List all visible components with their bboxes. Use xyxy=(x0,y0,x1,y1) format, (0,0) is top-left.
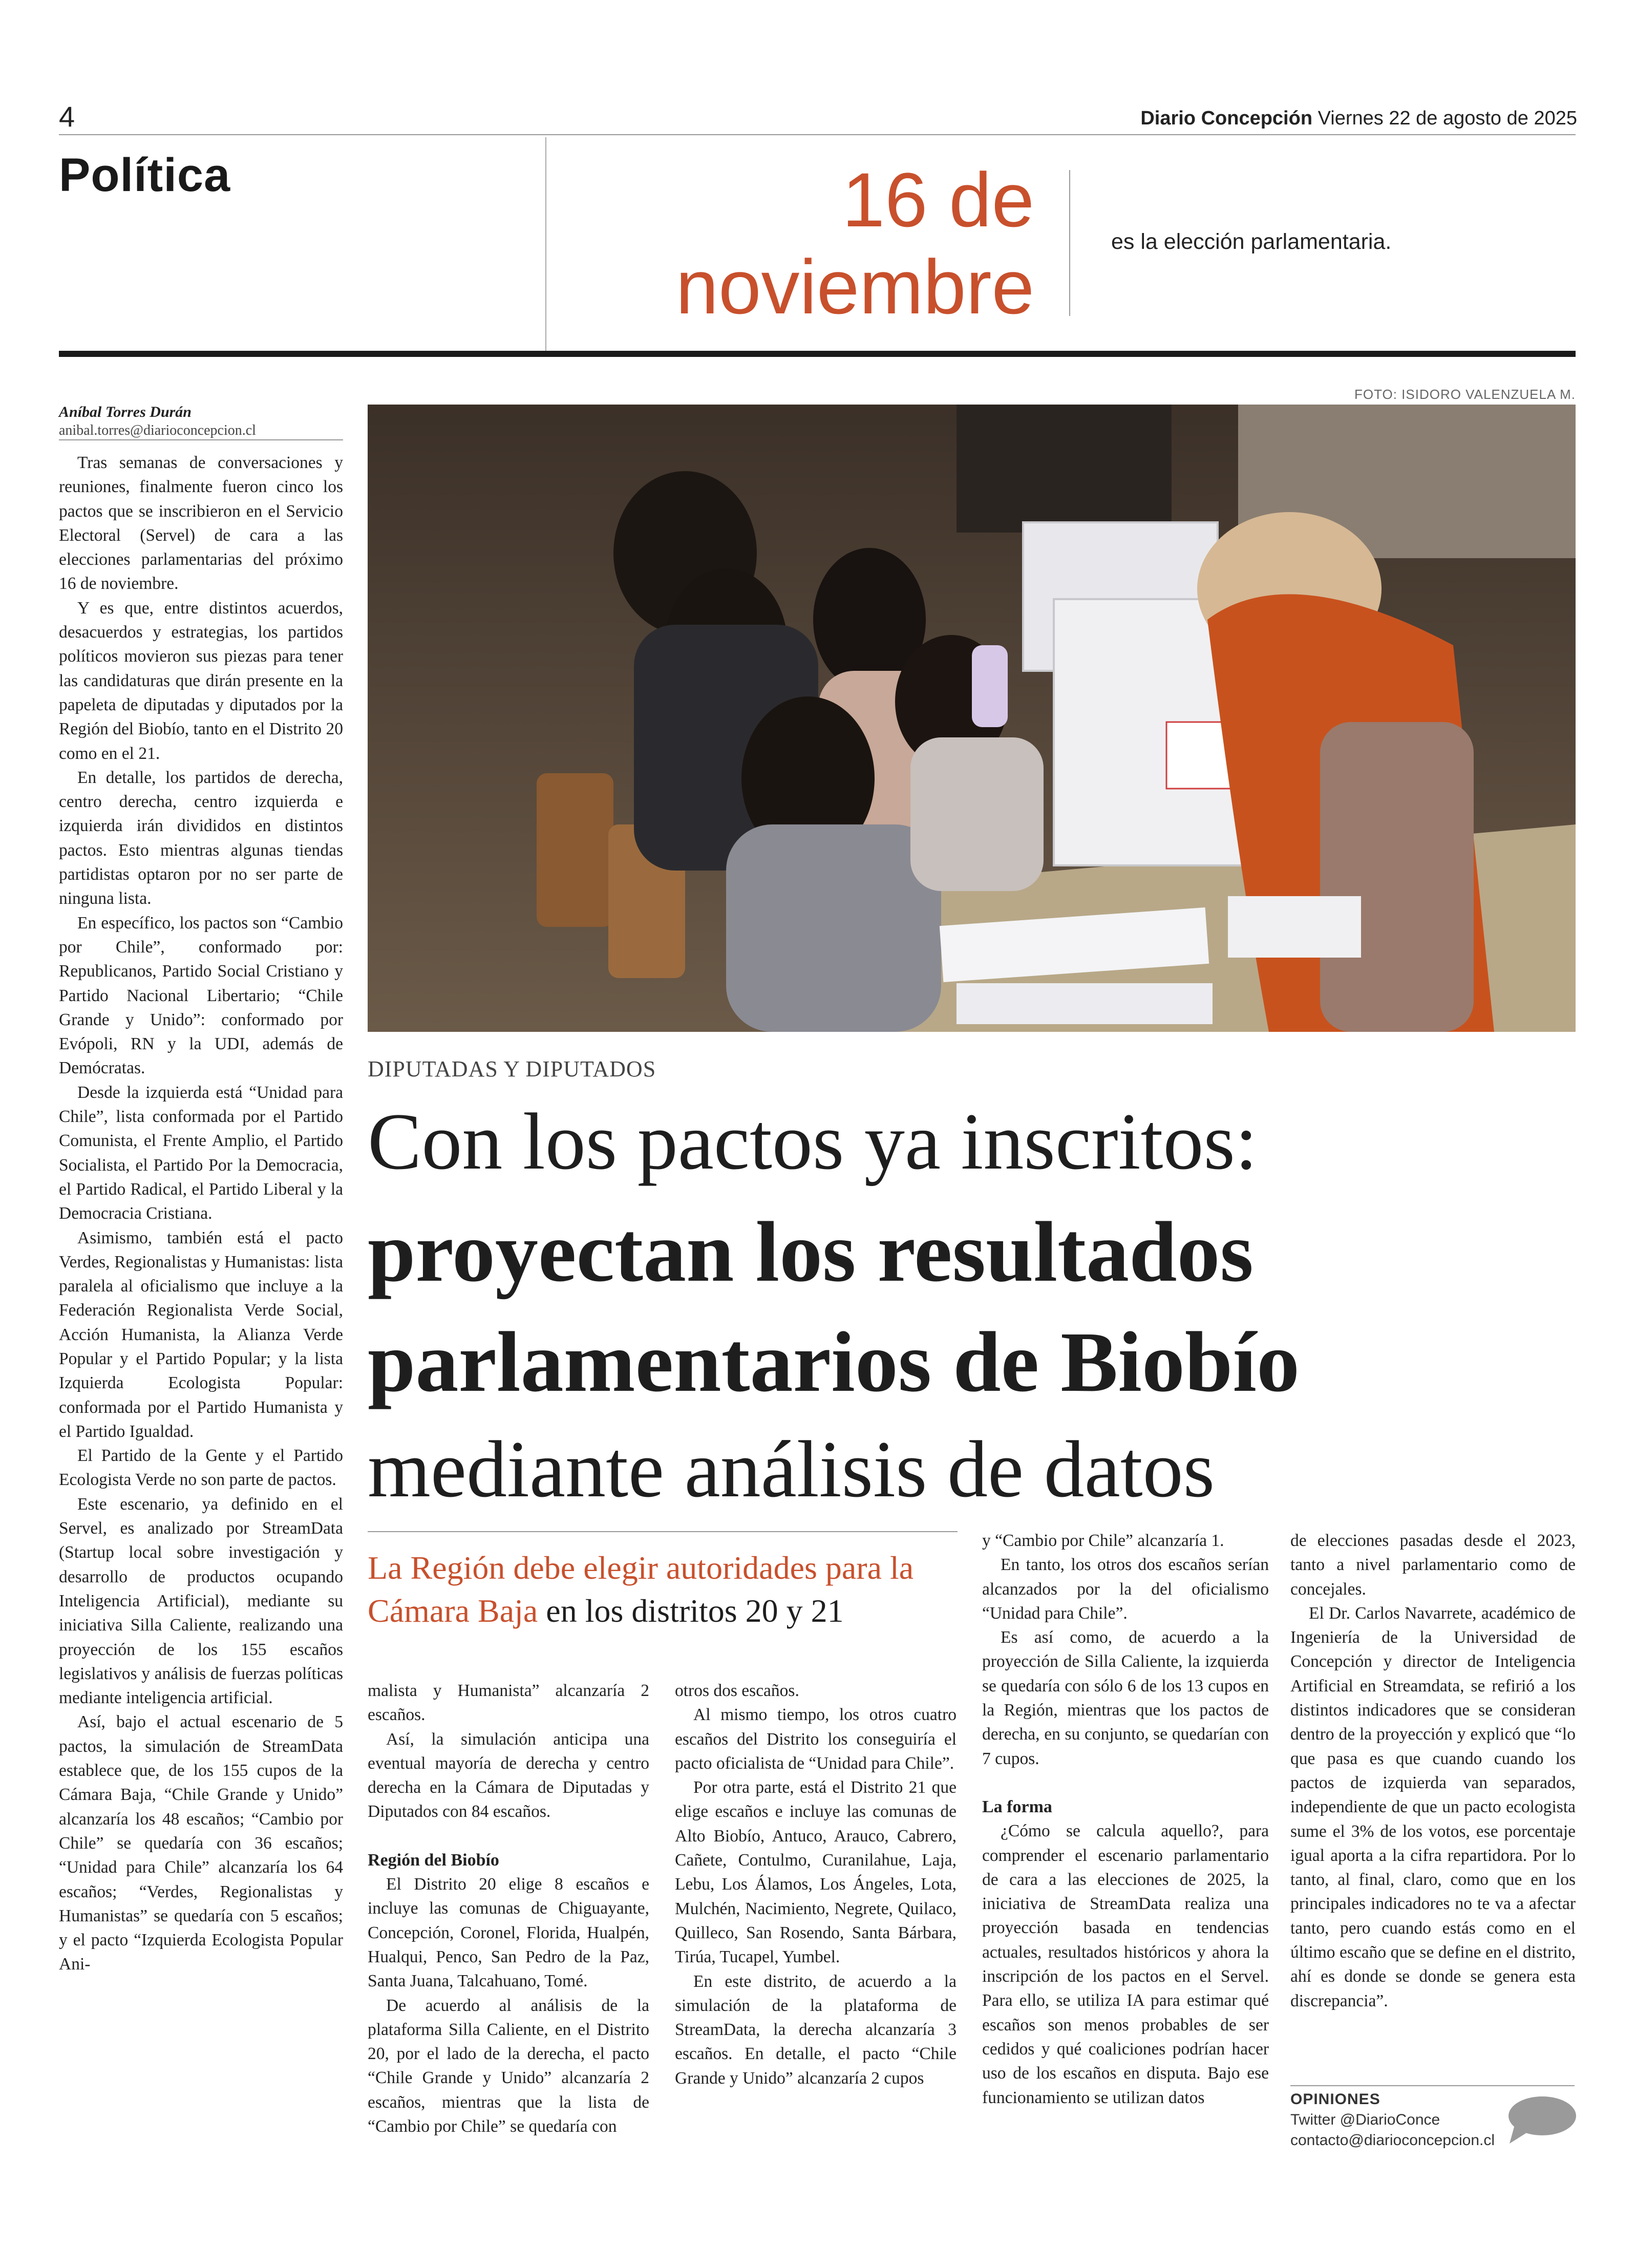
headline-line-1: Con los pactos ya inscritos: xyxy=(368,1097,1258,1186)
paragraph: El Distrito 20 elige 8 escaños e incluye las comunas de Chiguayante, Concepción, Coronel, Florida, Hualpén, Hualqui, Penco, San Pedro de la Paz, Santa Juana, Talcahuano, Tomé. xyxy=(368,1875,649,1991)
opinions-box xyxy=(1290,2089,1495,2151)
subhead-accent: La Región debe elegir autoridades para la Cámara Baja xyxy=(368,1550,914,1629)
author-email[interactable]: anibal.torres@diarioconcepcion.cl xyxy=(59,422,256,438)
paragraph: El Dr. Carlos Navarrete, académico de Ingeniería de la Universidad de Concepción y director de Inteligencia Artificial en Streamdata, se refirió a los distintos indicadores que se consideran dentro de la proyección y explicó que “lo que pasa es que cuando cuando los pactos de izquierda van separados, independiente de que un pacto ecologista sume el 3% de los votos, ese porcentaje igual aporta a la cifra repartidora. Por lo tanto, al final, claro, como que en los principales indicadores no te va a afectar tanto, pero cuando estás como en el último escaño que se define en el distrito, ahí es donde se donde se genera esta discrepancia”. xyxy=(1290,1603,1576,2010)
page-number: 4 xyxy=(59,100,75,133)
masthead-date: Viernes 22 de agosto de 2025 xyxy=(1318,108,1577,129)
paragraph: de elecciones pasadas desde el 2023, tanto a nivel parlamentario como de concejales. xyxy=(1290,1531,1576,1599)
header-thin-rule xyxy=(59,134,1576,135)
photo-illustration xyxy=(368,405,1576,1032)
paragraph: Y es que, entre distintos acuerdos, desacuerdos y estrategias, los partidos políticos movieron sus piezas para tener las candidaturas que dirán presente en la papeleta de diputadas y diputados por la Región del Biobío, tanto en el Distrito 20 como en el 21. xyxy=(59,598,343,763)
paragraph: malista y Humanista” alcanzaría 2 escaños. xyxy=(368,1681,649,1725)
opinions-title: OPINIONES xyxy=(1290,2091,1380,2108)
paragraph: Así, la simulación anticipa una eventual mayoría de derecha y centro derecha en la Cámara de Diputadas y Diputados con 84 escaños. xyxy=(368,1729,649,1821)
subhead-rule xyxy=(368,1531,958,1532)
paragraph: Al mismo tiempo, los otros cuatro escaños del Distrito los conseguiría el pacto oficialista de “Unidad para Chile”. xyxy=(675,1705,957,1773)
big-date-line-2: noviembre xyxy=(675,244,1034,330)
masthead xyxy=(1140,108,1577,130)
big-date-line-1: 16 de xyxy=(842,157,1034,243)
paragraph: Asimismo, también está el pacto Verdes, Regionalistas y Humanistas: lista paralela al oficialismo que incluye a la Federación Regionalista Verde Social, Acción Humanista, la Alianza Verde Popular y el Partido Popular; y la lista Izquierda Ecologista Popular: conformada por el Partido Humanista y el Partido Igualdad. xyxy=(59,1228,343,1441)
paragraph: En detalle, los partidos de derecha, centro derecha, centro izquierda e izquierda irán divididos en distintos pactos. Esto mientras algunas tiendas partidistas optaron por no ser parte de ninguna lista. xyxy=(59,768,343,908)
paragraph: ¿Cómo se calcula aquello?, para comprender el escenario parlamentario de cara a las elecciones de 2025, la iniciativa de StreamData realiza una proyección basada en tendencias actuales, resultados históricos y ahora la inscripción de los pactos en el Servel. Para ello, se utiliza IA para estimar qué escaños son menos probables de ser cedidos y qué coaliciones podrían hacer uso de los escaños en disputa. Bajo ese funcionamiento se utilizan datos xyxy=(982,1821,1269,2107)
paragraph: y “Cambio por Chile” alcanzaría 1. xyxy=(982,1531,1224,1550)
header-thick-rule xyxy=(59,351,1576,357)
section-heading-forma: La forma xyxy=(982,1797,1052,1816)
photo-credit: FOTO: ISIDORO VALENZUELA M. xyxy=(1354,387,1576,402)
paragraph: Así, bajo el actual escenario de 5 pactos, la simulación de StreamData establece que, de los 155 cupos de la Cámara Baja, “Chile Grande y Unido” alcanzaría los 48 escaños; “Cambio por Chile” se quedaría con 36 escaños; “Unidad para Chile” alcanzaría los 64 escaños; “Verdes, Regionalistas y Humanistas” se quedaría con 5 escaños; y el pacto “Izquierda Ecologista Popular Ani- xyxy=(59,1712,343,1974)
body-column-3 xyxy=(675,1679,957,2090)
paragraph: De acuerdo al análisis de la plataforma Silla Caliente, en el Distrito 20, por el lado de la derecha, el pacto “Chile Grande y Unido” alcanzaría 2 escaños, mientras que la lista de “Cambio por Chile” se quedaría con xyxy=(368,1996,649,2136)
headline-line-2: proyectan los resultados xyxy=(368,1204,1253,1300)
body-column-1 xyxy=(59,451,343,1977)
article-photo xyxy=(368,405,1576,1032)
kicker: DIPUTADAS Y DIPUTADOS xyxy=(368,1056,656,1082)
date-divider xyxy=(1069,170,1070,316)
section-heading-region: Región del Biobío xyxy=(368,1850,499,1870)
speech-bubble-icon xyxy=(1505,2094,1577,2146)
paragraph: Es así como, de acuerdo a la proyección de Silla Caliente, la izquierda se quedaría con sólo 6 de los 13 cupos en la Región, mientras que los pactos de derecha, en su conjunto, se quedarían con 7 cupos. xyxy=(982,1628,1269,1768)
body-column-5 xyxy=(1290,1529,1576,2013)
author-name: Aníbal Torres Durán xyxy=(59,404,192,420)
byline-rule xyxy=(59,439,343,440)
big-date xyxy=(614,156,1034,330)
paragraph: Tras semanas de conversaciones y reuniones, finalmente fueron cinco los pactos que se inscribieron en el Servicio Electoral (Servel) de cara a las elecciones parlamentarias del próximo 16 de noviembre. xyxy=(59,453,343,594)
header-divider xyxy=(545,137,546,352)
paragraph: Por otra parte, está el Distrito 21 que elige escaños e incluye las comunas de Alto Biobío, Antuco, Arauco, Cabrero, Cañete, Contulmo, Curanilahue, Laja, Lebu, Los Álamos, Los Ángeles, Lota, Mulchén, Nacimiento, Negrete, Quilaco, Quilleco, San Rosendo, Santa Bárbara, Tirúa, Tucapel, Yumbel. xyxy=(675,1778,957,1967)
opinions-email[interactable]: contacto@diarioconcepcion.cl xyxy=(1290,2132,1495,2149)
headline-line-4: mediante análisis de datos xyxy=(368,1425,1215,1514)
body-column-2 xyxy=(368,1679,649,2138)
paragraph: otros dos escaños. xyxy=(675,1681,799,1700)
paragraph: En específico, los pactos son “Cambio por Chile”, conformado por: Republicanos, Partido Social Cristiano y Partido Nacional Libertario; “Chile Grande y Unido”: conformado por Evópoli, RN y la UDI, además de Demócratas. xyxy=(59,913,343,1078)
body-column-4 xyxy=(982,1529,1269,2110)
paragraph: En este distrito, de acuerdo a la simulación de la plataforma de StreamData, la derecha alcanzaría 3 escaños. En detalle, el pacto “Chile Grande y Unido” alcanzaría 2 cupos xyxy=(675,1972,957,2088)
subhead-rest: en los distritos 20 y 21 xyxy=(538,1593,844,1629)
date-caption: es la elección parlamentaria. xyxy=(1111,229,1392,254)
opinions-rule xyxy=(1290,2085,1575,2086)
headline-line-3: parlamentarios de Biobío xyxy=(368,1315,1300,1410)
opinions-twitter[interactable]: Twitter @DiarioConce xyxy=(1290,2111,1440,2128)
paragraph: El Partido de la Gente y el Partido Ecologista Verde no son parte de pactos. xyxy=(59,1446,343,1490)
section-title: Política xyxy=(59,149,231,201)
masthead-name: Diario Concepción xyxy=(1140,108,1313,129)
paragraph: En tanto, los otros dos escaños serían alcanzados por la del oficialismo “Unidad para Chile”. xyxy=(982,1555,1269,1623)
paragraph: Desde la izquierda está “Unidad para Chile”, lista conformada por el Partido Comunista, el Frente Amplio, el Partido Socialista, el Partido Por la Democracia, el Partido Radical, el Partido Liberal y la Democracia Cristiana. xyxy=(59,1083,343,1223)
subhead xyxy=(368,1546,962,1633)
paragraph: Este escenario, ya definido en el Servel, es analizado por StreamData (Startup local sobre investigación y desarrollo de productos ocupando Inteligencia Artificial), mediante su iniciativa Silla Caliente, realizando una proyección de los 155 escaños legislativos y análisis de fuerzas políticas mediante inteligencia artificial. xyxy=(59,1494,343,1708)
